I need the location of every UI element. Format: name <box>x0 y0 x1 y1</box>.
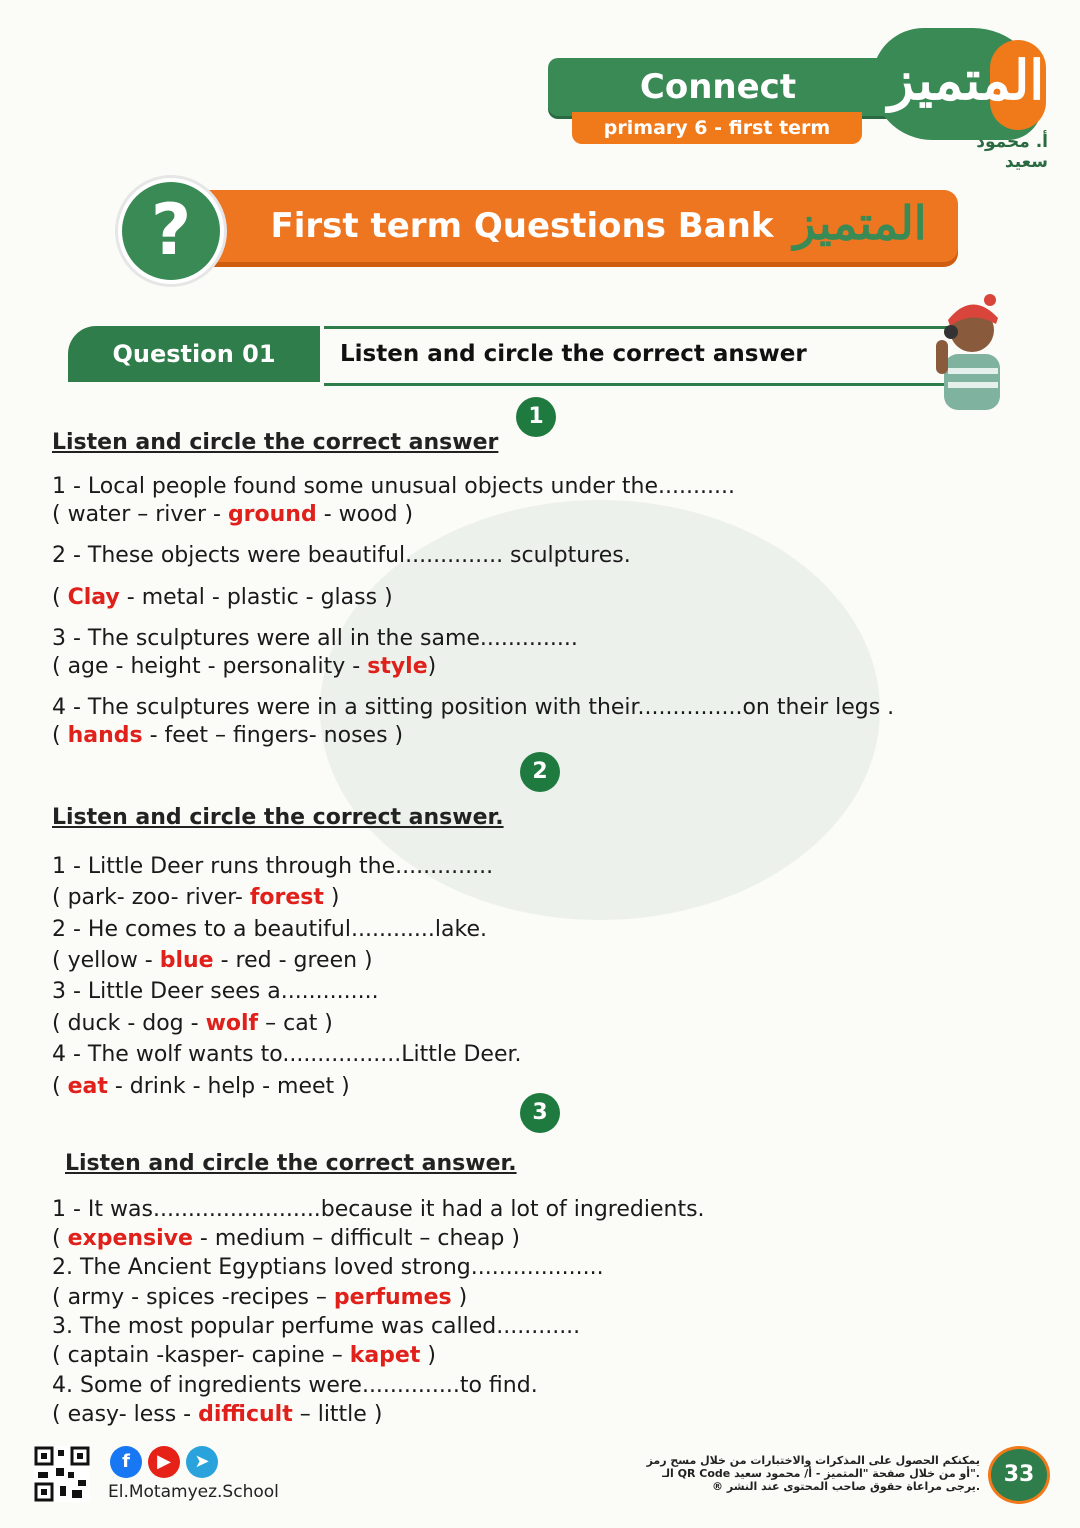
line-text: - red - green ) <box>213 948 373 973</box>
series-title: Connect <box>548 58 888 116</box>
line-text: ( easy- less - <box>52 1402 199 1427</box>
question-line <box>52 624 578 654</box>
page-number: 33 <box>988 1446 1050 1504</box>
line-text: 3 - The sculptures were all in the same.............. <box>52 626 578 651</box>
question-line <box>52 915 487 945</box>
line-text: 4. Some of ingredients were..............to find. <box>52 1373 538 1398</box>
footer-note-line-3: ® يرجى مراعاة حقوق صاحب المحتوى عند النشر. <box>712 1480 980 1493</box>
section-heading: Listen and circle the correct answer <box>52 430 499 455</box>
section-number-badge: 1 <box>516 397 556 437</box>
line-text: ( park- zoo- river- <box>52 885 250 910</box>
line-text: – little ) <box>292 1402 383 1427</box>
line-text: - wood ) <box>316 502 414 527</box>
line-text: ( water – river - <box>52 502 228 527</box>
question-line <box>52 1312 580 1342</box>
answer-options <box>52 946 373 976</box>
brand-logo: المتميز <box>888 48 1045 112</box>
section-number-badge: 2 <box>520 752 560 792</box>
question-line <box>52 1040 522 1070</box>
correct-answer[interactable]: difficult <box>198 1402 293 1427</box>
line-text: - feet – fingers- noses ) <box>142 723 404 748</box>
line-text: ( captain -kasper- capine – <box>52 1343 350 1368</box>
answer-options <box>52 883 339 913</box>
line-text: - drink - help - meet ) <box>107 1074 350 1099</box>
line-text: 2. The Ancient Egyptians loved strong................... <box>52 1255 604 1280</box>
telegram-icon[interactable]: ➤ <box>186 1446 218 1478</box>
line-text: 1 - Little Deer runs through the.............. <box>52 854 494 879</box>
correct-answer[interactable]: expensive <box>67 1226 193 1251</box>
line-text: ( army - spices -recipes – <box>52 1285 334 1310</box>
line-text: 4 - The sculptures were in a sitting position with their...............on their legs . <box>52 695 895 720</box>
question-line <box>52 1195 705 1225</box>
correct-answer[interactable]: ground <box>227 502 317 527</box>
question-label: Question 01 <box>68 326 320 382</box>
question-line <box>52 472 735 502</box>
page-title: First term Questions Bank <box>270 206 774 246</box>
footer-note <box>640 1454 980 1493</box>
line-text: ( <box>52 1226 68 1251</box>
school-handle: El.Motamyez.School <box>108 1482 279 1502</box>
facebook-icon[interactable]: f <box>110 1446 142 1478</box>
question-line <box>52 977 379 1007</box>
correct-answer[interactable]: hands <box>67 723 143 748</box>
line-text: 2 - He comes to a beautiful............lake. <box>52 917 487 942</box>
question-line <box>52 1253 604 1283</box>
line-text: ) <box>427 654 437 679</box>
footer-note-line-1: يمكنكم الحصول على المذكرات والاختبارات من خلال مسح رمز <box>646 1454 980 1467</box>
question-line <box>52 1371 538 1401</box>
author-name: أ. محمود سعيد <box>976 132 1048 172</box>
answer-options <box>52 1283 467 1313</box>
question-line <box>52 693 894 723</box>
correct-answer[interactable]: wolf <box>205 1011 259 1036</box>
section-number-badge: 3 <box>520 1093 560 1133</box>
correct-answer[interactable]: kapet <box>349 1343 421 1368</box>
line-text: 2 - These objects were beautiful.............. sculptures. <box>52 543 631 568</box>
correct-answer[interactable]: blue <box>159 948 214 973</box>
correct-answer[interactable]: eat <box>67 1074 108 1099</box>
answer-options <box>52 652 436 682</box>
answer-options <box>52 1072 350 1102</box>
line-text: - medium – difficult – cheap ) <box>192 1226 520 1251</box>
youtube-icon[interactable]: ▶ <box>148 1446 180 1478</box>
answer-options <box>52 721 403 751</box>
answer-options <box>52 1400 382 1430</box>
line-text: ( age - height - personality - <box>52 654 368 679</box>
question-line <box>52 852 493 882</box>
correct-answer[interactable]: perfumes <box>333 1285 452 1310</box>
line-text: ( <box>52 1074 68 1099</box>
line-text: – cat ) <box>258 1011 333 1036</box>
line-text: 1 - Local people found some unusual objects under the........... <box>52 474 735 499</box>
answer-options <box>52 1009 333 1039</box>
correct-answer[interactable]: Clay <box>67 585 120 610</box>
correct-answer[interactable]: forest <box>249 885 324 910</box>
line-text: 4 - The wolf wants to.................Little Deer. <box>52 1042 522 1067</box>
line-text: ( duck - dog - <box>52 1011 206 1036</box>
line-text: ( <box>52 585 68 610</box>
question-line <box>52 541 631 571</box>
answer-options <box>52 1224 520 1254</box>
answer-options <box>52 500 413 530</box>
line-text: 3. The most popular perfume was called............ <box>52 1314 581 1339</box>
answer-options <box>52 1341 436 1371</box>
line-text: ( yellow - <box>52 948 160 973</box>
section-heading: Listen and circle the correct answer. <box>65 1151 517 1176</box>
line-text: ( <box>52 723 68 748</box>
line-text: ) <box>420 1343 436 1368</box>
footer-note-line-2: الـ QR Code أو من خلال صفحة "المتميز - أ/ محمود سعيد". <box>662 1467 980 1480</box>
correct-answer[interactable]: style <box>367 654 428 679</box>
question-instruction: Listen and circle the correct answer <box>340 341 807 367</box>
answer-options <box>52 583 393 613</box>
line-text: ) <box>451 1285 468 1310</box>
line-text: 1 - It was........................because it had a lot of ingredients. <box>52 1197 705 1222</box>
line-text: ) <box>323 885 340 910</box>
grade-label: primary 6 - first term <box>572 112 862 144</box>
listening-kid-icon <box>930 290 1010 410</box>
section-heading: Listen and circle the correct answer. <box>52 805 504 830</box>
line-text: 3 - Little Deer sees a.............. <box>52 979 379 1004</box>
qr-code-icon[interactable] <box>34 1446 90 1502</box>
question-mark-icon: ? <box>118 178 224 284</box>
line-text: - metal - plastic - glass ) <box>119 585 393 610</box>
banner-logo: المتميز <box>793 196 927 250</box>
